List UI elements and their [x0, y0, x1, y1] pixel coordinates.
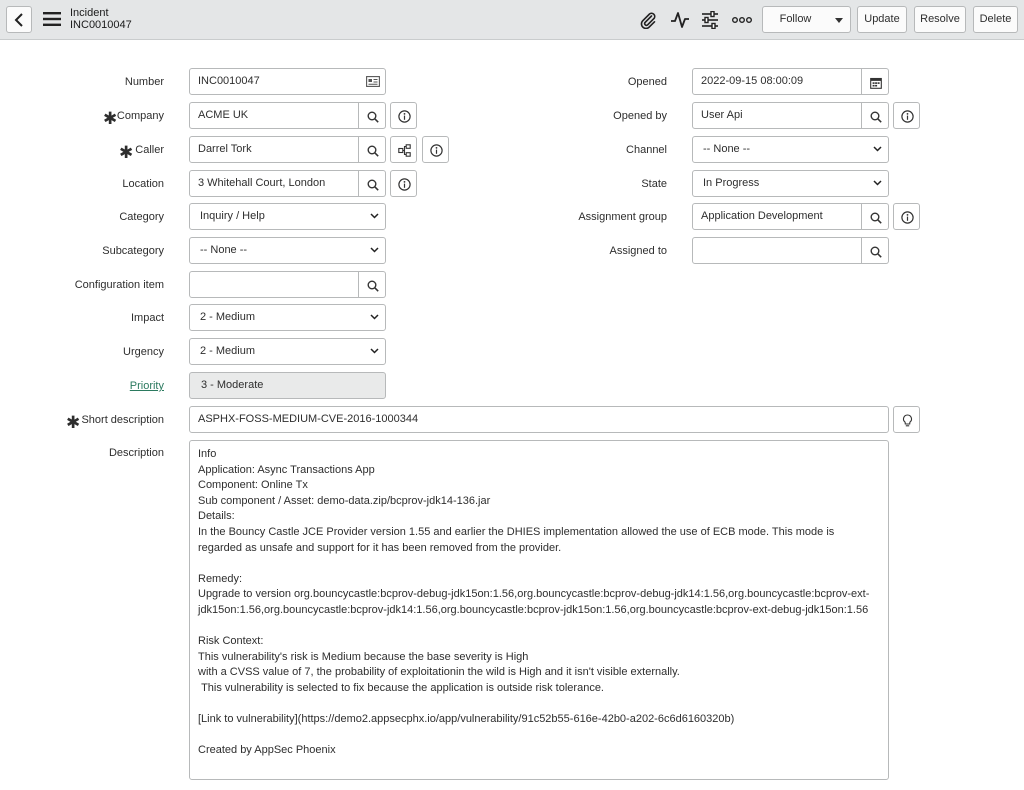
assigned-to-lookup-button[interactable]: [862, 237, 889, 264]
description-label: Description: [108, 447, 164, 459]
urgency-value: 2 - Medium: [200, 345, 256, 357]
caller-required-icon: ✱: [119, 143, 134, 162]
state-select[interactable]: [692, 170, 889, 197]
priority-readonly-field: 3 - Moderate: [189, 372, 386, 399]
dependency-map-icon: [398, 144, 411, 157]
location-label: Location: [122, 178, 164, 190]
lightbulb-icon: [901, 414, 914, 427]
channel-label: Channel: [626, 144, 667, 156]
follow-dropdown-button[interactable]: [828, 6, 851, 33]
more-options-icon[interactable]: [732, 15, 752, 27]
company-lookup-button[interactable]: [359, 102, 386, 129]
assignment-group-label: Assignment group: [578, 211, 667, 223]
calendar-icon: [870, 77, 882, 89]
urgency-label: Urgency: [123, 346, 164, 358]
state-value: In Progress: [703, 177, 760, 189]
caller-label: Caller: [135, 144, 164, 156]
info-icon: [398, 178, 411, 191]
search-icon: [367, 111, 379, 123]
opened-by-label: Opened by: [613, 110, 667, 122]
category-value: Inquiry / Help: [200, 210, 265, 222]
assigned-to-input[interactable]: [692, 237, 862, 264]
chevron-down-icon: [370, 314, 379, 320]
chevron-down-icon: [873, 146, 882, 152]
category-select[interactable]: [189, 203, 386, 230]
assignment-group-input[interactable]: Application Development: [692, 203, 862, 230]
search-icon: [870, 246, 882, 258]
channel-value: -- None --: [703, 143, 751, 155]
category-label: Category: [119, 211, 164, 223]
urgency-select[interactable]: [189, 338, 386, 365]
subcategory-select[interactable]: [189, 237, 386, 264]
company-input[interactable]: ACME UK: [189, 102, 359, 129]
short-description-label: Short description: [81, 414, 164, 426]
number-field[interactable]: [189, 68, 386, 95]
impact-select[interactable]: [189, 304, 386, 331]
company-required-icon: ✱: [103, 109, 118, 128]
caller-input[interactable]: Darrel Tork: [189, 136, 359, 163]
chevron-down-icon: [873, 180, 882, 186]
assigned-to-label: Assigned to: [609, 245, 667, 257]
resolve-button[interactable]: Resolve: [914, 6, 966, 33]
number-label: Number: [124, 76, 164, 88]
sliders-icon[interactable]: [701, 11, 719, 32]
impact-value: 2 - Medium: [200, 311, 256, 323]
short-description-required-icon: ✱: [66, 413, 81, 432]
record-type-title: Incident: [70, 7, 109, 19]
record-number: INC0010047: [70, 19, 132, 31]
priority-label-link[interactable]: Priority: [129, 380, 164, 392]
back-button[interactable]: [6, 6, 32, 33]
assignment-group-info-button[interactable]: [893, 203, 920, 230]
form-header: [0, 0, 1024, 40]
subcategory-value: -- None --: [200, 244, 248, 256]
id-card-icon[interactable]: [366, 76, 380, 87]
location-lookup-button[interactable]: [359, 170, 386, 197]
search-icon: [367, 280, 379, 292]
short-description-input[interactable]: ASPHX-FOSS-MEDIUM-CVE-2016-1000344: [189, 406, 889, 433]
caller-info-button[interactable]: [422, 136, 449, 163]
chevron-down-icon: [370, 348, 379, 354]
caller-dependency-button[interactable]: [390, 136, 417, 163]
number-value: INC0010047: [198, 75, 260, 87]
follow-button[interactable]: Follow: [762, 6, 829, 33]
chevron-left-icon: [14, 13, 24, 27]
impact-label: Impact: [130, 312, 164, 324]
chevron-down-icon: [370, 213, 379, 219]
opened-label: Opened: [627, 76, 667, 88]
info-icon: [901, 211, 914, 224]
configuration-item-label: Configuration item: [74, 279, 164, 291]
opened-by-info-button[interactable]: [893, 102, 920, 129]
configuration-item-lookup-button[interactable]: [359, 271, 386, 298]
assignment-group-lookup-button[interactable]: [862, 203, 889, 230]
configuration-item-input[interactable]: [189, 271, 359, 298]
opened-by-input[interactable]: User Api: [692, 102, 862, 129]
hamburger-icon[interactable]: [43, 12, 61, 29]
pulse-icon[interactable]: [670, 11, 690, 32]
opened-by-lookup-button[interactable]: [862, 102, 889, 129]
company-label: Company: [116, 110, 164, 122]
search-icon: [367, 145, 379, 157]
opened-calendar-button[interactable]: [862, 68, 889, 95]
subcategory-label: Subcategory: [102, 245, 164, 257]
info-icon: [430, 144, 443, 157]
search-icon: [870, 212, 882, 224]
location-input[interactable]: 3 Whitehall Court, London: [189, 170, 359, 197]
suggestion-button[interactable]: [893, 406, 920, 433]
paperclip-icon[interactable]: [639, 11, 657, 32]
chevron-down-icon: [370, 247, 379, 253]
opened-input[interactable]: 2022-09-15 08:00:09: [692, 68, 862, 95]
description-textarea[interactable]: Info Application: Async Transactions App Component: Online Tx Sub component / Asset: demo-data.zip/bcprov-jdk14-136.jar Details: In the Bouncy Castle JCE Provider version 1.55 and earlier the DHIES implementation allowed the use of ECB mode. This mode is regarded as unsafe and support for it has been removed from the provider. Remedy: Upgrade to version org.bouncycastle:bcprov-debug-jdk15on:1.56,org.bouncycastle:bcprov-debug-jdk14:1.56,org.bouncycastle:bcprov-ext-jdk15on:1.56,org.bouncycastle:bcprov-jdk14:1.56,org.bouncycastle:bcprov-jdk15on:1.56,org.bouncycastle:bcprov-ext-debug-jdk15on:1.56 Risk Context: This vulnerability's risk is Medium because the base severity is High with a CVSS value of 7, the probability of exploitationin the wild is High and it isn't visible externally. This vulnerability is selected to fix because the application is outside risk tolerance. [Link to vulnerability](https://demo2.appsecphx.io/app/vulnerability/91c52b55-616e-42b0-a202-6c6d6160320b) Created by AppSec Phoenix: [189, 440, 889, 780]
caller-lookup-button[interactable]: [359, 136, 386, 163]
search-icon: [870, 111, 882, 123]
channel-select[interactable]: [692, 136, 889, 163]
info-icon: [901, 110, 914, 123]
state-label: State: [641, 178, 667, 190]
delete-button[interactable]: Delete: [973, 6, 1018, 33]
company-info-button[interactable]: [390, 102, 417, 129]
search-icon: [367, 179, 379, 191]
location-info-button[interactable]: [390, 170, 417, 197]
info-icon: [398, 110, 411, 123]
update-button[interactable]: Update: [857, 6, 907, 33]
